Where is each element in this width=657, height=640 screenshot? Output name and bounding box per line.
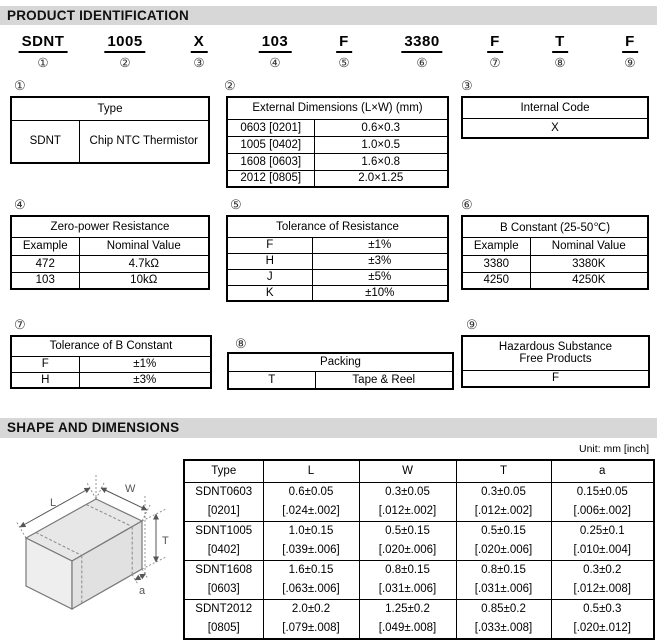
dim-inch: [.012±.002] bbox=[378, 504, 437, 517]
part-code: F bbox=[622, 33, 638, 53]
part-index: ③ bbox=[193, 56, 205, 70]
part-segment-internal-code bbox=[191, 33, 208, 70]
dim-mm: SDNT1608 bbox=[195, 563, 253, 576]
size-value-cell: 1.6×0.8 bbox=[314, 153, 448, 170]
col-header-nominal: Nominal Value bbox=[530, 237, 648, 255]
part-segment-size bbox=[104, 33, 145, 70]
tolerance-value-cell: ±1% bbox=[312, 237, 448, 253]
part-code: T bbox=[552, 33, 568, 53]
col-header-example: Example bbox=[11, 237, 79, 255]
hazardous-header-line1: Hazardous Substance bbox=[498, 341, 613, 354]
dim-mm: 1.25±0.2 bbox=[385, 602, 430, 615]
zero-power-resistance-header: Zero-power Resistance bbox=[11, 216, 209, 237]
internal-code-header: Internal Code bbox=[462, 97, 648, 118]
size-value-cell: 1.0×0.5 bbox=[314, 136, 448, 153]
tolerance-of-resistance-table bbox=[226, 215, 449, 302]
external-dimensions-header: External Dimensions (L×W) (mm) bbox=[227, 97, 448, 119]
col-header-example: Example bbox=[462, 237, 530, 255]
dim-mm: SDNT1005 bbox=[195, 524, 253, 537]
dim-row-sdnt1608 bbox=[184, 560, 654, 599]
b-constant-header: B Constant (25-50℃) bbox=[462, 216, 648, 237]
dim-header-type: Type bbox=[184, 460, 263, 482]
tolerance-value-cell: ±5% bbox=[312, 269, 448, 285]
dim-inch: [.031±.006] bbox=[474, 582, 533, 595]
part-index: ⑤ bbox=[338, 56, 350, 70]
b-constant-example-cell: 4250 bbox=[462, 272, 530, 289]
packing-code-cell: T bbox=[228, 371, 315, 389]
dim-mm: 2.0±0.2 bbox=[291, 602, 331, 615]
tolerance-value-cell: ±10% bbox=[312, 285, 448, 301]
b-constant-value-cell: 4250K bbox=[530, 272, 648, 289]
tolerance-value-cell: ±1% bbox=[79, 356, 211, 372]
dim-inch: [.020±.006] bbox=[474, 543, 533, 556]
type-code-cell: SDNT bbox=[11, 120, 79, 163]
tolerance-value-cell: ±3% bbox=[312, 253, 448, 269]
dim-inch: [.020±.006] bbox=[378, 543, 437, 556]
table-label-3: ③ bbox=[461, 78, 473, 93]
packing-header: Packing bbox=[228, 353, 453, 371]
part-index: ⑧ bbox=[554, 56, 566, 70]
dim-mm: 0.3±0.05 bbox=[385, 485, 430, 498]
table-label-7: ⑦ bbox=[14, 317, 26, 332]
dim-mm: 0.5±0.15 bbox=[481, 524, 526, 537]
dim-inch: [.033±.008] bbox=[474, 621, 533, 634]
type-value-cell: Chip NTC Thermistor bbox=[79, 120, 209, 163]
dim-mm: 0.15±0.05 bbox=[576, 485, 628, 498]
size-code-cell: 1005 [0402] bbox=[227, 136, 314, 153]
dim-header-t: T bbox=[456, 460, 551, 482]
chip-dimension-diagram bbox=[4, 463, 179, 635]
table-label-9: ⑨ bbox=[466, 317, 478, 332]
zero-power-resistance-table bbox=[10, 215, 210, 290]
dim-header-l: L bbox=[263, 460, 359, 482]
length-label: L bbox=[50, 497, 57, 509]
dim-inch: [.031±.006] bbox=[378, 582, 437, 595]
part-segment-type bbox=[19, 33, 68, 70]
dim-inch: [.020±.012] bbox=[573, 621, 631, 634]
tolerance-b-header: Tolerance of B Constant bbox=[11, 336, 211, 356]
table-label-5: ⑤ bbox=[230, 197, 242, 212]
dim-header-a: a bbox=[551, 460, 654, 482]
tolerance-code-cell: J bbox=[227, 269, 312, 285]
terminal-width-label: a bbox=[139, 585, 146, 597]
resistance-example-cell: 472 bbox=[11, 255, 79, 272]
hazardous-header bbox=[462, 336, 649, 370]
dim-mm: 0.8±0.15 bbox=[385, 563, 430, 576]
table-label-8: ⑧ bbox=[235, 336, 247, 351]
part-index: ⑨ bbox=[624, 56, 636, 70]
part-segment-b-tolerance bbox=[487, 33, 503, 70]
internal-code-table bbox=[461, 96, 649, 139]
b-constant-example-cell: 3380 bbox=[462, 255, 530, 272]
dim-row-sdnt1005 bbox=[184, 521, 654, 560]
dim-inch: [.006±.002] bbox=[573, 504, 631, 517]
type-table-header: Type bbox=[11, 97, 209, 120]
part-code: F bbox=[336, 33, 352, 53]
dim-inch: [.039±.006] bbox=[282, 543, 340, 556]
resistance-value-cell: 4.7kΩ bbox=[79, 255, 209, 272]
size-value-cell: 2.0×1.25 bbox=[314, 170, 448, 187]
dim-mm: 1.6±0.15 bbox=[288, 563, 334, 576]
part-index: ④ bbox=[269, 56, 281, 70]
part-code: F bbox=[487, 33, 503, 53]
dim-mm: 0.5±0.15 bbox=[385, 524, 430, 537]
table-label-1: ① bbox=[14, 78, 26, 93]
hazardous-value: F bbox=[462, 370, 649, 387]
table-label-2: ② bbox=[224, 78, 236, 93]
tolerance-code-cell: F bbox=[227, 237, 312, 253]
dim-inch: [0402] bbox=[207, 543, 240, 556]
tolerance-code-cell: H bbox=[11, 372, 79, 388]
dim-header-w: W bbox=[359, 460, 456, 482]
tolerance-of-b-constant-table bbox=[10, 335, 212, 389]
internal-code-value: X bbox=[462, 118, 648, 138]
thickness-label: T bbox=[162, 535, 169, 547]
hazardous-table bbox=[461, 335, 650, 388]
part-segment-resistance-tolerance bbox=[336, 33, 352, 70]
dim-mm: 0.3±0.05 bbox=[481, 485, 526, 498]
dimensions-table bbox=[183, 459, 655, 640]
size-code-cell: 2012 [0805] bbox=[227, 170, 314, 187]
part-segment-hazard-free bbox=[622, 33, 638, 70]
packing-value-cell: Tape & Reel bbox=[315, 371, 453, 389]
tolerance-resistance-header: Tolerance of Resistance bbox=[227, 216, 448, 237]
dim-mm: SDNT2012 bbox=[195, 602, 253, 615]
part-code: SDNT bbox=[19, 33, 68, 53]
dim-mm: 0.85±0.2 bbox=[481, 602, 526, 615]
dim-mm: 1.0±0.15 bbox=[288, 524, 334, 537]
dim-inch: [.079±.008] bbox=[282, 621, 340, 634]
dim-inch: [.049±.008] bbox=[378, 621, 437, 634]
dim-row-sdnt0603 bbox=[184, 482, 654, 521]
dim-mm: 0.25±0.1 bbox=[579, 524, 625, 537]
table-label-4: ④ bbox=[14, 197, 26, 212]
resistance-value-cell: 10kΩ bbox=[79, 272, 209, 289]
part-index: ⑥ bbox=[416, 56, 428, 70]
dim-inch: [0805] bbox=[207, 621, 240, 634]
dim-row-sdnt2012 bbox=[184, 599, 654, 639]
resistance-example-cell: 103 bbox=[11, 272, 79, 289]
size-code-cell: 0603 [0201] bbox=[227, 119, 314, 136]
dim-mm: 0.3±0.2 bbox=[583, 563, 622, 576]
product-identification-header: PRODUCT IDENTIFICATION bbox=[0, 6, 657, 25]
dim-inch: [.010±.004] bbox=[573, 543, 631, 556]
table-label-6: ⑥ bbox=[461, 197, 473, 212]
dim-mm: SDNT0603 bbox=[195, 485, 253, 498]
external-dimensions-table bbox=[226, 96, 449, 188]
part-index: ⑦ bbox=[489, 56, 501, 70]
part-index: ② bbox=[119, 56, 131, 70]
tolerance-code-cell: F bbox=[11, 356, 79, 372]
part-code: 1005 bbox=[104, 33, 145, 53]
size-code-cell: 1608 [0603] bbox=[227, 153, 314, 170]
part-segment-packing bbox=[552, 33, 568, 70]
hazardous-header-line2: Free Products bbox=[519, 353, 592, 366]
dim-mm: 0.6±0.05 bbox=[288, 485, 334, 498]
b-constant-value-cell: 3380K bbox=[530, 255, 648, 272]
unit-note: Unit: mm [inch] bbox=[578, 443, 649, 455]
width-label: W bbox=[125, 483, 136, 495]
tolerance-code-cell: K bbox=[227, 285, 312, 301]
dim-inch: [0603] bbox=[207, 582, 240, 595]
dim-mm: 0.8±0.15 bbox=[481, 563, 526, 576]
part-segment-b-constant bbox=[401, 33, 442, 70]
packing-table bbox=[227, 352, 454, 390]
dim-inch: [.063±.006] bbox=[282, 582, 340, 595]
shape-and-dimensions-header: SHAPE AND DIMENSIONS bbox=[0, 418, 657, 438]
part-code: 3380 bbox=[401, 33, 442, 53]
dim-inch: [.012±.008] bbox=[573, 582, 631, 595]
b-constant-table bbox=[461, 215, 649, 290]
col-header-nominal: Nominal Value bbox=[79, 237, 209, 255]
chip-body bbox=[26, 499, 142, 609]
part-segment-resistance bbox=[259, 33, 292, 70]
part-code: X bbox=[191, 33, 208, 53]
type-table bbox=[10, 96, 210, 164]
part-code: 103 bbox=[259, 33, 292, 53]
dim-inch: [.012±.002] bbox=[474, 504, 533, 517]
tolerance-code-cell: H bbox=[227, 253, 312, 269]
size-value-cell: 0.6×0.3 bbox=[314, 119, 448, 136]
dim-inch: [.024±.002] bbox=[282, 504, 340, 517]
dim-mm: 0.5±0.3 bbox=[583, 602, 622, 615]
dim-inch: [0201] bbox=[207, 504, 240, 517]
tolerance-value-cell: ±3% bbox=[79, 372, 211, 388]
part-index: ① bbox=[37, 56, 49, 70]
